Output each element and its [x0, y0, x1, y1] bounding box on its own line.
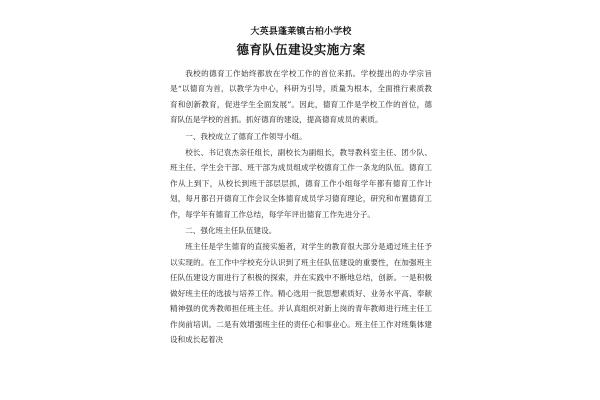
section-heading-1: 一、我校成立了德育工作领导小组。: [185, 131, 307, 141]
paragraph-intro: 我校的德育工作始终都放在学校工作的首位来抓。学校提出的办学宗旨是“以德育为首，以教学为中心，科研为引导，质量为根本，全面推行素质教育和创新教育，促进学生全面发展”。因此，德育工作是学校工作的首位，德育队伍是学校的首抓。抓好德育的建设，提高德育成员的素质。: [170, 69, 432, 125]
document-title: 德育队伍建设实施方案: [236, 42, 366, 57]
section-heading-2: 二、强化班主任队伍建设。: [185, 226, 277, 236]
paragraph-section-2: 班主任是学生德育的直接实施者，对学生的教育很大部分是通过班主任予以实现的。在工作中学校充分认识到了班主任队伍建设的重要性，在加强班主任队伍建设方面进行了积极的探索，并在实践中不断地总结，创新。一是积极做好班主任的选拔与培养工作。精心选用一批思想素质好、业务水平高、奉献精神强的优秀教师担任班主任。并认真组织对新上岗的青年教师进行班主任工作岗前培训。二是有效增强班主任的责任心和事业心。班主任工作对班集体建设和成长起着决: [170, 242, 432, 344]
school-name: 大英县蓬莱镇古柏小学校: [250, 27, 352, 37]
paragraph-section-1: 校长、书记袁杰亲任组长，副校长为副组长，教导教科室主任、团少队、班主任、学生会干部、班干部为成员组成学校德育工作一条龙的队伍。德育工作从上到下，从校长到班干部层层抓，德育工作小组每学年都有德育工作计划，每月都召开德育工作会议全体德育成员学习德育理论，研究和布置德育工作，每学年有德育工作总结，每学年评出德育工作先进分子。: [170, 148, 432, 219]
document-page: [170, 26, 432, 348]
